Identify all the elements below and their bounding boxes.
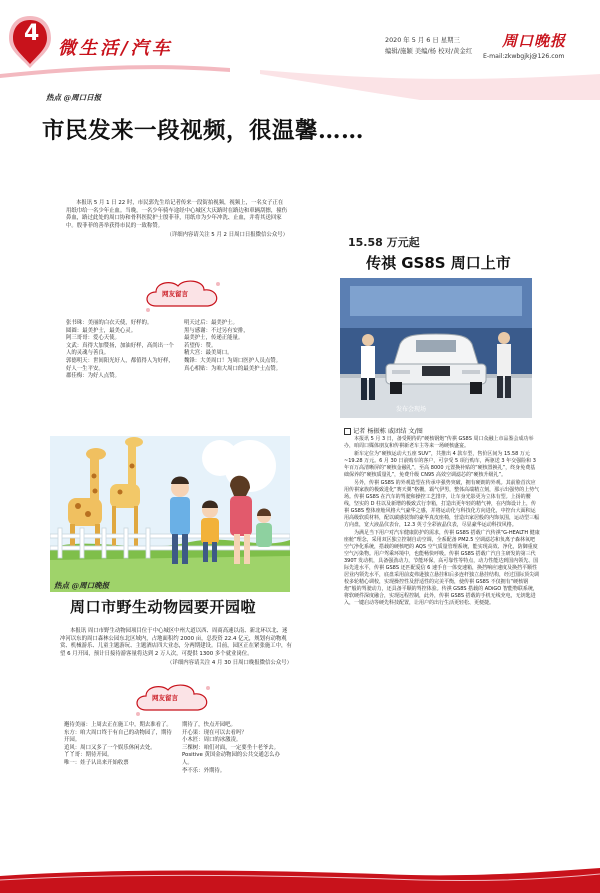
comment: 邂待美丽：上周去正在施工中，期去准看了。	[64, 722, 172, 728]
comment: 若望传：赞。	[184, 342, 217, 349]
editor-line: 编辑/施颖 美编/杨 校对/黄金红	[385, 47, 473, 55]
car-paragraph: 另外，传祺 GS8S 的外观造型在传承中强势突破，拥有硬朗的外观。其前脸首次应用传祺家族的极致进化“赛天翼”格栅，霸气伊男，整体高端精立刻，那示出强势的上势气场。传祺 GS8S 在汽车的驾驶和操控工艺排序，让车身光影更为立体有型。上扬的腰线，坚实的 D 柱以及新增的极致式行李箱，打造出更年轻的精气神，在内饰设计上，传祺 GS8S 整体座舱风格大气豪华之感，并将运动化与科技化方向进化，中控台大面积运用高级软质材料，配以碳感装饰的豪华真皮座椅，营造出家居般的内饰氛围，运动型三幅方向盘，宽大液晶仪表台，12.3 英寸全彩液晶仪表，尽显豪华运动科技风格。	[344, 480, 540, 528]
byline-text: 记者 杨振栋 戚团结 文/图	[353, 428, 423, 435]
comments2-badge-label: 网友留言	[152, 694, 178, 702]
car-price: 15.58 万元起	[348, 236, 420, 249]
comment: 明天过后：最美护士。	[184, 320, 238, 326]
comment: 最美护士，传递正能量。	[184, 335, 244, 342]
zoo-illustration	[50, 436, 290, 592]
car-photo	[340, 278, 532, 418]
section-title: 微生活/汽车	[58, 38, 173, 59]
comment: 小木匠：周口的冰激凌。	[182, 737, 242, 744]
comments2-left	[64, 722, 172, 768]
car-article	[344, 436, 540, 608]
issue-date: 2020 年 5 月 6 日 星期三	[385, 36, 460, 44]
comments2-right	[182, 722, 290, 775]
comment: 精大宫：最美周口。	[184, 350, 233, 357]
comment: 真心相贴：为咱大周口的最美护士点赞。	[184, 365, 282, 372]
comment: 黑与感谢：不过另有安排，	[184, 327, 249, 334]
car-paragraph: 为满足当下用户对汽车健康防护的需求，传祺 GS8S 搭载广汽传祺“G-HEALTH 健康座舱”理念，采用双区独立控制自动空调，全系配备 PM2.5 空调滤芯和负离子森林氧吧空气净化系统，搭载的硬核吧的 AQS 空气质量管理系统，能实现高效、净化，防御重度空气污染物。用户驾乘环境中，也能畅快呼吸。传祺 GS8S 搭载广汽自主研发的第三代 390T 发动机，具备强劲动力，节能环保，高可靠性等特点，动力性能达到国内领先、国际先进水平，传祺 GS8S 还匹配爱信 6 速手自一体变速箱，换挡响应速度及换挡平顺性居业内领先水平，底盘采用前麦弗逊独立悬挂和后多连杆独立悬挂结构，经过国际顶尖调校多轮精心调校，实现操控性及舒适性的完美平衡，使传祺 GS8S 不仅拥有“硬核钢炮”般的驾驶动力，还具备平顺的驾控体验。传祺 GS8S 搭载的 ADiGO 智能物联系统，将软硬件深度融合，实现远程控制，此外，传祺 GS8S 搭载的手机无线充电，无钥匙进入，一键启动等硬先科技配置，让用户的出行生活更轻松、更便捷。	[344, 530, 540, 606]
story2-headline: 周口市野生动物园要开园啦	[70, 598, 257, 616]
comment: 阿三哥哥：爱心天使。	[66, 335, 120, 342]
comment: 追风：周口又多了一个娱乐休闲去处。	[64, 744, 156, 751]
car-launch-photo	[340, 278, 532, 418]
story1-body	[66, 200, 288, 240]
car-headline: 传祺 GS8S 周口上市	[366, 254, 511, 272]
zoo-cartoon-image	[50, 436, 290, 592]
comments1-badge	[138, 276, 226, 314]
story1-source: （详细内容请关注 5 月 2 日周口日报微信公众号）	[166, 232, 288, 239]
comment: 三棵树：咱们对面，一定要坐十老爷去。	[182, 744, 280, 751]
story1-headline: 市民发来一段视频，很温馨……	[42, 118, 365, 144]
footer-wave	[0, 866, 600, 893]
car-paragraph: 本报讯 5 月 3 日，备受期待的“硬核钢炮”传祺 GS8S 周口众融上市品鉴会成功举办，咱周口媒体朋友和传祺新老车主等来一场硬核盛宴。	[344, 436, 534, 449]
story2-body	[60, 628, 292, 668]
comment: 开心果：现在可以去看吗？	[182, 729, 247, 736]
comments1-right	[184, 320, 292, 373]
comment: 圆圆：最美护士，最美心灵。	[66, 327, 137, 334]
comment: Positive 黄国金动物园的公共交通怎么办人。	[182, 752, 280, 766]
comment: 李不乐：外期待。	[182, 767, 226, 774]
comment: 东方：咱大周口终于有自己的动物园了，期待开园。	[64, 729, 172, 744]
contact-email: E-mail:zkwbgjkj@126.com	[483, 53, 565, 60]
comment: 郡佳梅：为好人点赞。	[66, 373, 120, 380]
comment: 文武：真得大加赞扬，加油好样，高尚出一个人的灵魂与善良。	[66, 342, 174, 357]
car-byline	[344, 426, 423, 435]
comment: 唯一：娃子认出来开始收票	[64, 759, 129, 766]
story2-tag: 热点 @周口晚报	[54, 581, 110, 590]
comment: 张书珠：美丽的白衣天使，好样的。	[66, 320, 153, 326]
story1-body-text: 本报讯 5 月 1 日 22 时，市民郭先生给记者传来一段街拍视频，视频上，一名女子正在用纸巾给一名少年止血。当晚，一名少年骑车途经中心城区大庆路时在路边和車辆刮擦，撞伤鼻血，路过此处的周口协和骨科医院护士殷菲菲，用纸巾为少年冲洗、止血，并将其送回家中。殷菲菲的善举获得市民的一致称赞。	[66, 200, 288, 229]
comment: 期待了，快点开园吧。	[182, 722, 236, 728]
story1-tag: 热点 @周口日报	[46, 93, 102, 102]
comment: 郭德明天：世间阳光好人，都值得人为好样，好人一生平安。	[66, 357, 174, 372]
comments1-left	[66, 320, 174, 381]
story2-body-text: 本报讯 周口市野生动物园项目位于中心城区中州大道以西、周商高速以南、新北环以北、迷冲河以东的周口森林公园东北区域内，占地面积约 2000 亩，总投资 22.4 亿元，规划有动物观赏、机械游乐、儿童主题游玩、主题酒店四大业态，分两期建设。目前，园区正在紧张施工中，有望 6 月开园，预计日接待游客量将达到 2 万人次，可提供 1300 多个就业岗位。	[60, 628, 292, 657]
comments1-badge-label: 网友留言	[162, 290, 188, 298]
story2-source: （详细内容请关注 4 月 30 日周口晚报微信公众号）	[167, 660, 292, 667]
byline-marker	[344, 428, 351, 435]
car-paragraph: 新车定位为“硬核运动大五座 SUV”，共推出 4 款车型，售价区间为 15.58 万元~19.28 万元。6 月 30 日前购车的客户，可享受 5 项行购车，两驱送 3 年交强险和 3 年百万高清晰屏的“硬核金融礼”，至高 8000 元置换补贴的“硬核置换礼”，终身免费基础保养的“硬核质量礼”，免费升级 CN95 高效空调滤芯的“硬核升级礼”。	[344, 451, 536, 478]
comment: 丫丫哥：期待开园。	[64, 752, 113, 759]
car-photo-caption: 发布会现场	[396, 406, 427, 413]
footer-banner	[0, 866, 600, 893]
story1	[42, 92, 365, 145]
comment: 魏锋：大美周口！为周口医护人员点赞。	[184, 357, 282, 364]
comments2-badge	[128, 680, 216, 718]
masthead-logo: 周口晚报	[502, 32, 567, 50]
page-number: 4	[24, 21, 40, 46]
